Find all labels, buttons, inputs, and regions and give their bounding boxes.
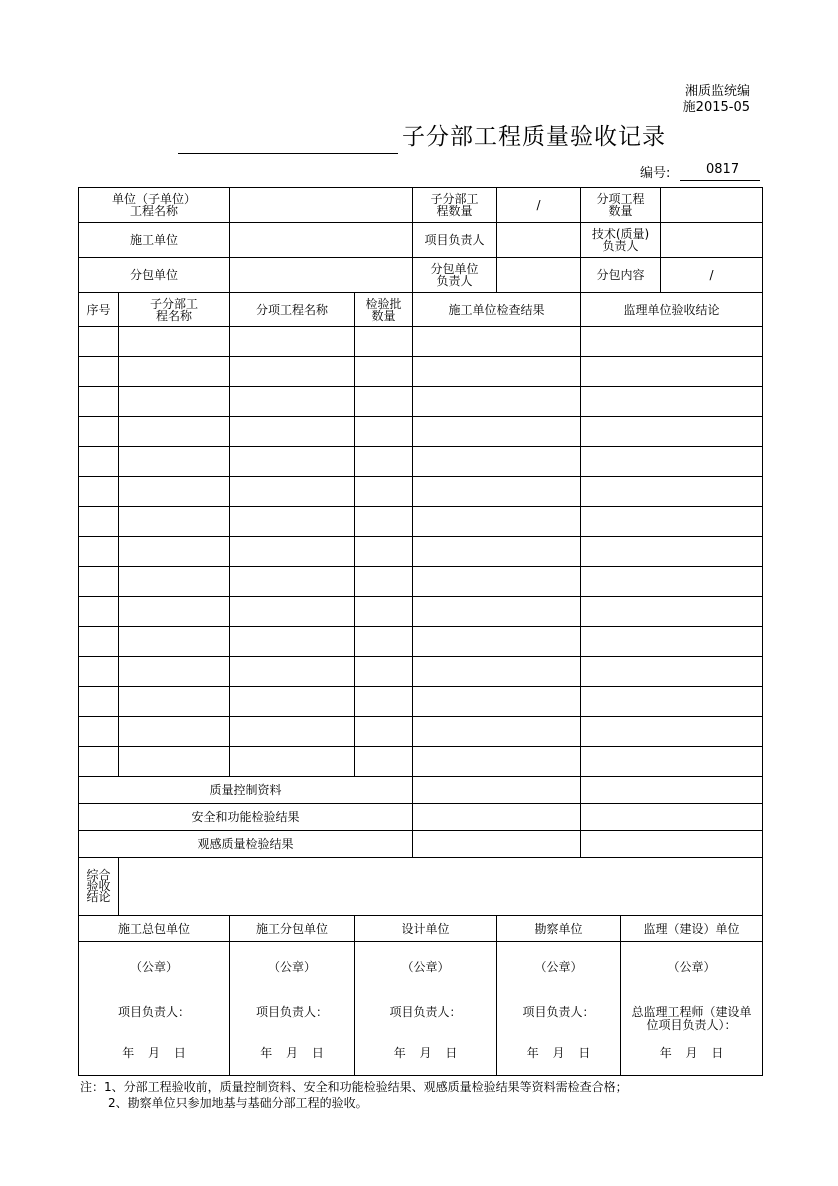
subcontractor-label: 施工分包单位 (230, 916, 355, 942)
design-unit-signoff[interactable] (355, 942, 497, 1076)
item-name-cell[interactable] (230, 657, 355, 687)
tech-manager-label: 技术(质量) 负责人 (581, 223, 661, 258)
seal-placeholder: （公章） (130, 960, 179, 974)
project-manager-value[interactable] (497, 223, 581, 258)
construction-unit-label: 施工单位 (79, 223, 230, 258)
item-name-cell[interactable] (230, 447, 355, 477)
subcontract-manager-value[interactable] (497, 258, 581, 293)
safety-results-conclusion[interactable] (581, 804, 763, 831)
footnote-1: 注：1、分部工程验收前，质量控制资料、安全和功能检验结果、观感质量检验结果等资料需检查合格； (80, 1080, 628, 1094)
serial-label: 编号: (640, 166, 671, 181)
safety-results-label: 安全和功能检验结果 (79, 804, 413, 831)
item-count-label: 分项工程 数量 (581, 188, 661, 223)
item-name-cell[interactable] (230, 627, 355, 657)
seal-placeholder: （公章） (401, 960, 450, 974)
col-subdivision-name: 子分部工 程名称 (119, 293, 230, 327)
item-name-cell[interactable] (230, 567, 355, 597)
subdivision-name-cell[interactable] (119, 357, 230, 387)
batch-count-cell[interactable] (355, 567, 413, 597)
quality-docs-result[interactable] (413, 777, 581, 804)
supervision-conclusion-cell[interactable] (581, 357, 763, 387)
quality-docs-conclusion[interactable] (581, 777, 763, 804)
batch-count-cell[interactable] (355, 717, 413, 747)
batch-count-cell[interactable] (355, 597, 413, 627)
summary-row-safety (79, 804, 763, 831)
project-manager-signature-label: 项目负责人： (256, 1005, 329, 1019)
tech-manager-value[interactable] (661, 223, 763, 258)
construction-result-cell[interactable] (413, 747, 581, 777)
unit-label: 单位（子单位） 工程名称 (79, 188, 230, 223)
batch-count-cell[interactable] (355, 537, 413, 567)
table-row (79, 657, 763, 687)
subdivision-name-cell[interactable] (119, 447, 230, 477)
summary-row-appearance (79, 831, 763, 858)
batch-count-cell[interactable] (355, 357, 413, 387)
construction-result-cell[interactable] (413, 357, 581, 387)
subdivision-name-cell[interactable] (119, 627, 230, 657)
subdivision-name-cell[interactable] (119, 507, 230, 537)
construction-result-cell[interactable] (413, 567, 581, 597)
supervision-conclusion-cell[interactable] (581, 627, 763, 657)
subdivision-name-cell[interactable] (119, 717, 230, 747)
subcontract-unit-label: 分包单位 (79, 258, 230, 293)
seq-cell[interactable] (79, 327, 119, 357)
subdivision-name-cell[interactable] (119, 387, 230, 417)
survey-unit-label: 勘察单位 (497, 916, 621, 942)
item-name-cell[interactable] (230, 597, 355, 627)
construction-result-cell[interactable] (413, 657, 581, 687)
page-title: 子分部工程质量验收记录 (402, 124, 666, 150)
batch-count-cell[interactable] (355, 477, 413, 507)
project-manager-signature-label: 项目负责人： (389, 1005, 462, 1019)
unit-value[interactable] (230, 188, 413, 223)
table-row (79, 717, 763, 747)
item-name-cell[interactable] (230, 537, 355, 567)
item-name-cell[interactable] (230, 507, 355, 537)
item-name-cell[interactable] (230, 327, 355, 357)
batch-count-cell[interactable] (355, 657, 413, 687)
seq-cell[interactable] (79, 747, 119, 777)
appearance-results-label: 观感质量检验结果 (79, 831, 413, 858)
footnote-2: 2、勘察单位只参加地基与基础分部工程的验收。 (108, 1096, 368, 1110)
seq-cell[interactable] (79, 387, 119, 417)
construction-result-cell[interactable] (413, 687, 581, 717)
subdivision-name-cell[interactable] (119, 687, 230, 717)
item-name-cell[interactable] (230, 717, 355, 747)
col-item-name: 分项工程名称 (230, 293, 355, 327)
supervision-conclusion-cell[interactable] (581, 447, 763, 477)
project-manager-label: 项目负责人 (413, 223, 497, 258)
subdivision-count-label: 子分部工 程数量 (413, 188, 497, 223)
info-row-unit (79, 188, 763, 223)
signoff-header-row (79, 916, 763, 942)
subcontractor-signoff[interactable] (230, 942, 355, 1076)
subcontract-manager-label: 分包单位 负责人 (413, 258, 497, 293)
signoff-body-row (79, 942, 763, 1076)
table-row (79, 507, 763, 537)
subcontract-unit-value[interactable] (230, 258, 413, 293)
item-name-cell[interactable] (230, 387, 355, 417)
batch-count-cell[interactable] (355, 327, 413, 357)
supervision-conclusion-cell[interactable] (581, 567, 763, 597)
appearance-results-conclusion[interactable] (581, 831, 763, 858)
seal-placeholder: （公章） (268, 960, 317, 974)
survey-unit-signoff[interactable] (497, 942, 621, 1076)
col-construction-result: 施工单位检查结果 (413, 293, 581, 327)
seq-cell[interactable] (79, 537, 119, 567)
seal-placeholder: （公章） (534, 960, 583, 974)
table-row (79, 747, 763, 777)
supervision-conclusion-cell[interactable] (581, 657, 763, 687)
supervision-conclusion-cell[interactable] (581, 327, 763, 357)
construction-result-cell[interactable] (413, 507, 581, 537)
supervision-conclusion-cell[interactable] (581, 717, 763, 747)
construction-result-cell[interactable] (413, 477, 581, 507)
construction-result-cell[interactable] (413, 417, 581, 447)
seq-cell[interactable] (79, 357, 119, 387)
seq-cell[interactable] (79, 507, 119, 537)
project-manager-signature-label: 项目负责人： (118, 1005, 191, 1019)
batch-count-cell[interactable] (355, 627, 413, 657)
serial-underline (680, 180, 760, 181)
col-supervision-conclusion: 监理单位验收结论 (581, 293, 763, 327)
quality-docs-label: 质量控制资料 (79, 777, 413, 804)
construction-result-cell[interactable] (413, 447, 581, 477)
serial-value[interactable]: 0817 (706, 162, 740, 177)
general-contractor-label: 施工总包单位 (79, 916, 230, 942)
supervision-conclusion-cell[interactable] (581, 747, 763, 777)
summary-row-quality-docs (79, 777, 763, 804)
table-row (79, 597, 763, 627)
title-underline (178, 153, 398, 154)
signoff-date: 年 月 日 (659, 1046, 724, 1060)
subdivision-name-cell[interactable] (119, 327, 230, 357)
subcontract-content-value[interactable]: / (661, 258, 763, 293)
table-row (79, 327, 763, 357)
table-row (79, 447, 763, 477)
seq-cell[interactable] (79, 717, 119, 747)
signoff-date: 年 月 日 (122, 1046, 186, 1060)
batch-count-cell[interactable] (355, 687, 413, 717)
subdivision-name-cell[interactable] (119, 477, 230, 507)
table-row (79, 387, 763, 417)
info-row-subcontract (79, 258, 763, 293)
form-code-line2: 施2015-05 (682, 100, 750, 115)
form-code-line1: 湘质监统编 (684, 84, 750, 99)
subdivision-name-cell[interactable] (119, 417, 230, 447)
item-name-cell[interactable] (230, 747, 355, 777)
subdivision-name-cell[interactable] (119, 537, 230, 567)
batch-count-cell[interactable] (355, 507, 413, 537)
subdivision-name-cell[interactable] (119, 747, 230, 777)
seq-cell[interactable] (79, 687, 119, 717)
subdivision-name-cell[interactable] (119, 597, 230, 627)
supervision-conclusion-cell[interactable] (581, 507, 763, 537)
table-row (79, 567, 763, 597)
project-manager-signature-label: 项目负责人： (522, 1005, 595, 1019)
item-count-value[interactable] (661, 188, 763, 223)
acceptance-form-table (78, 187, 763, 1076)
construction-unit-value[interactable] (230, 223, 413, 258)
supervision-conclusion-cell[interactable] (581, 597, 763, 627)
info-row-construction (79, 223, 763, 258)
construction-result-cell[interactable] (413, 597, 581, 627)
seq-cell[interactable] (79, 447, 119, 477)
supervision-unit-label: 监理（建设）单位 (621, 916, 763, 942)
design-unit-label: 设计单位 (355, 916, 497, 942)
col-batch-count: 检验批 数量 (355, 293, 413, 327)
seq-cell[interactable] (79, 657, 119, 687)
seq-cell[interactable] (79, 597, 119, 627)
construction-result-cell[interactable] (413, 327, 581, 357)
item-name-cell[interactable] (230, 477, 355, 507)
batch-count-cell[interactable] (355, 447, 413, 477)
supervision-unit-signoff[interactable] (621, 942, 763, 1076)
column-header-row (79, 293, 763, 327)
conclusion-value[interactable] (119, 858, 763, 916)
table-row (79, 627, 763, 657)
seq-cell[interactable] (79, 417, 119, 447)
conclusion-label: 综合 验收 结论 (79, 858, 119, 916)
construction-result-cell[interactable] (413, 387, 581, 417)
table-row (79, 357, 763, 387)
batch-count-cell[interactable] (355, 417, 413, 447)
signoff-date: 年 月 日 (260, 1046, 324, 1060)
seq-cell[interactable] (79, 477, 119, 507)
safety-results-result[interactable] (413, 804, 581, 831)
seq-cell[interactable] (79, 627, 119, 657)
supervision-conclusion-cell[interactable] (581, 387, 763, 417)
item-name-cell[interactable] (230, 357, 355, 387)
subdivision-name-cell[interactable] (119, 657, 230, 687)
batch-count-cell[interactable] (355, 387, 413, 417)
conclusion-row (79, 858, 763, 916)
batch-count-cell[interactable] (355, 747, 413, 777)
supervision-conclusion-cell[interactable] (581, 537, 763, 567)
general-contractor-signoff[interactable] (79, 942, 230, 1076)
item-name-cell[interactable] (230, 687, 355, 717)
supervision-conclusion-cell[interactable] (581, 477, 763, 507)
seq-cell[interactable] (79, 567, 119, 597)
signoff-date: 年 月 日 (393, 1046, 458, 1060)
item-name-cell[interactable] (230, 417, 355, 447)
subcontract-content-label: 分包内容 (581, 258, 661, 293)
subdivision-name-cell[interactable] (119, 567, 230, 597)
table-row (79, 417, 763, 447)
construction-result-cell[interactable] (413, 537, 581, 567)
subdivision-count-value[interactable]: / (497, 188, 581, 223)
seal-placeholder: （公章） (667, 960, 716, 974)
appearance-results-result[interactable] (413, 831, 581, 858)
supervision-conclusion-cell[interactable] (581, 417, 763, 447)
table-row (79, 537, 763, 567)
table-row (79, 477, 763, 507)
chief-supervisor-signature-label: 总监理工程师（建设单 位项目负责人）： (631, 1005, 752, 1032)
supervision-conclusion-cell[interactable] (581, 687, 763, 717)
signoff-date: 年 月 日 (526, 1046, 591, 1060)
construction-result-cell[interactable] (413, 627, 581, 657)
table-row (79, 687, 763, 717)
col-seq: 序号 (79, 293, 119, 327)
construction-result-cell[interactable] (413, 717, 581, 747)
